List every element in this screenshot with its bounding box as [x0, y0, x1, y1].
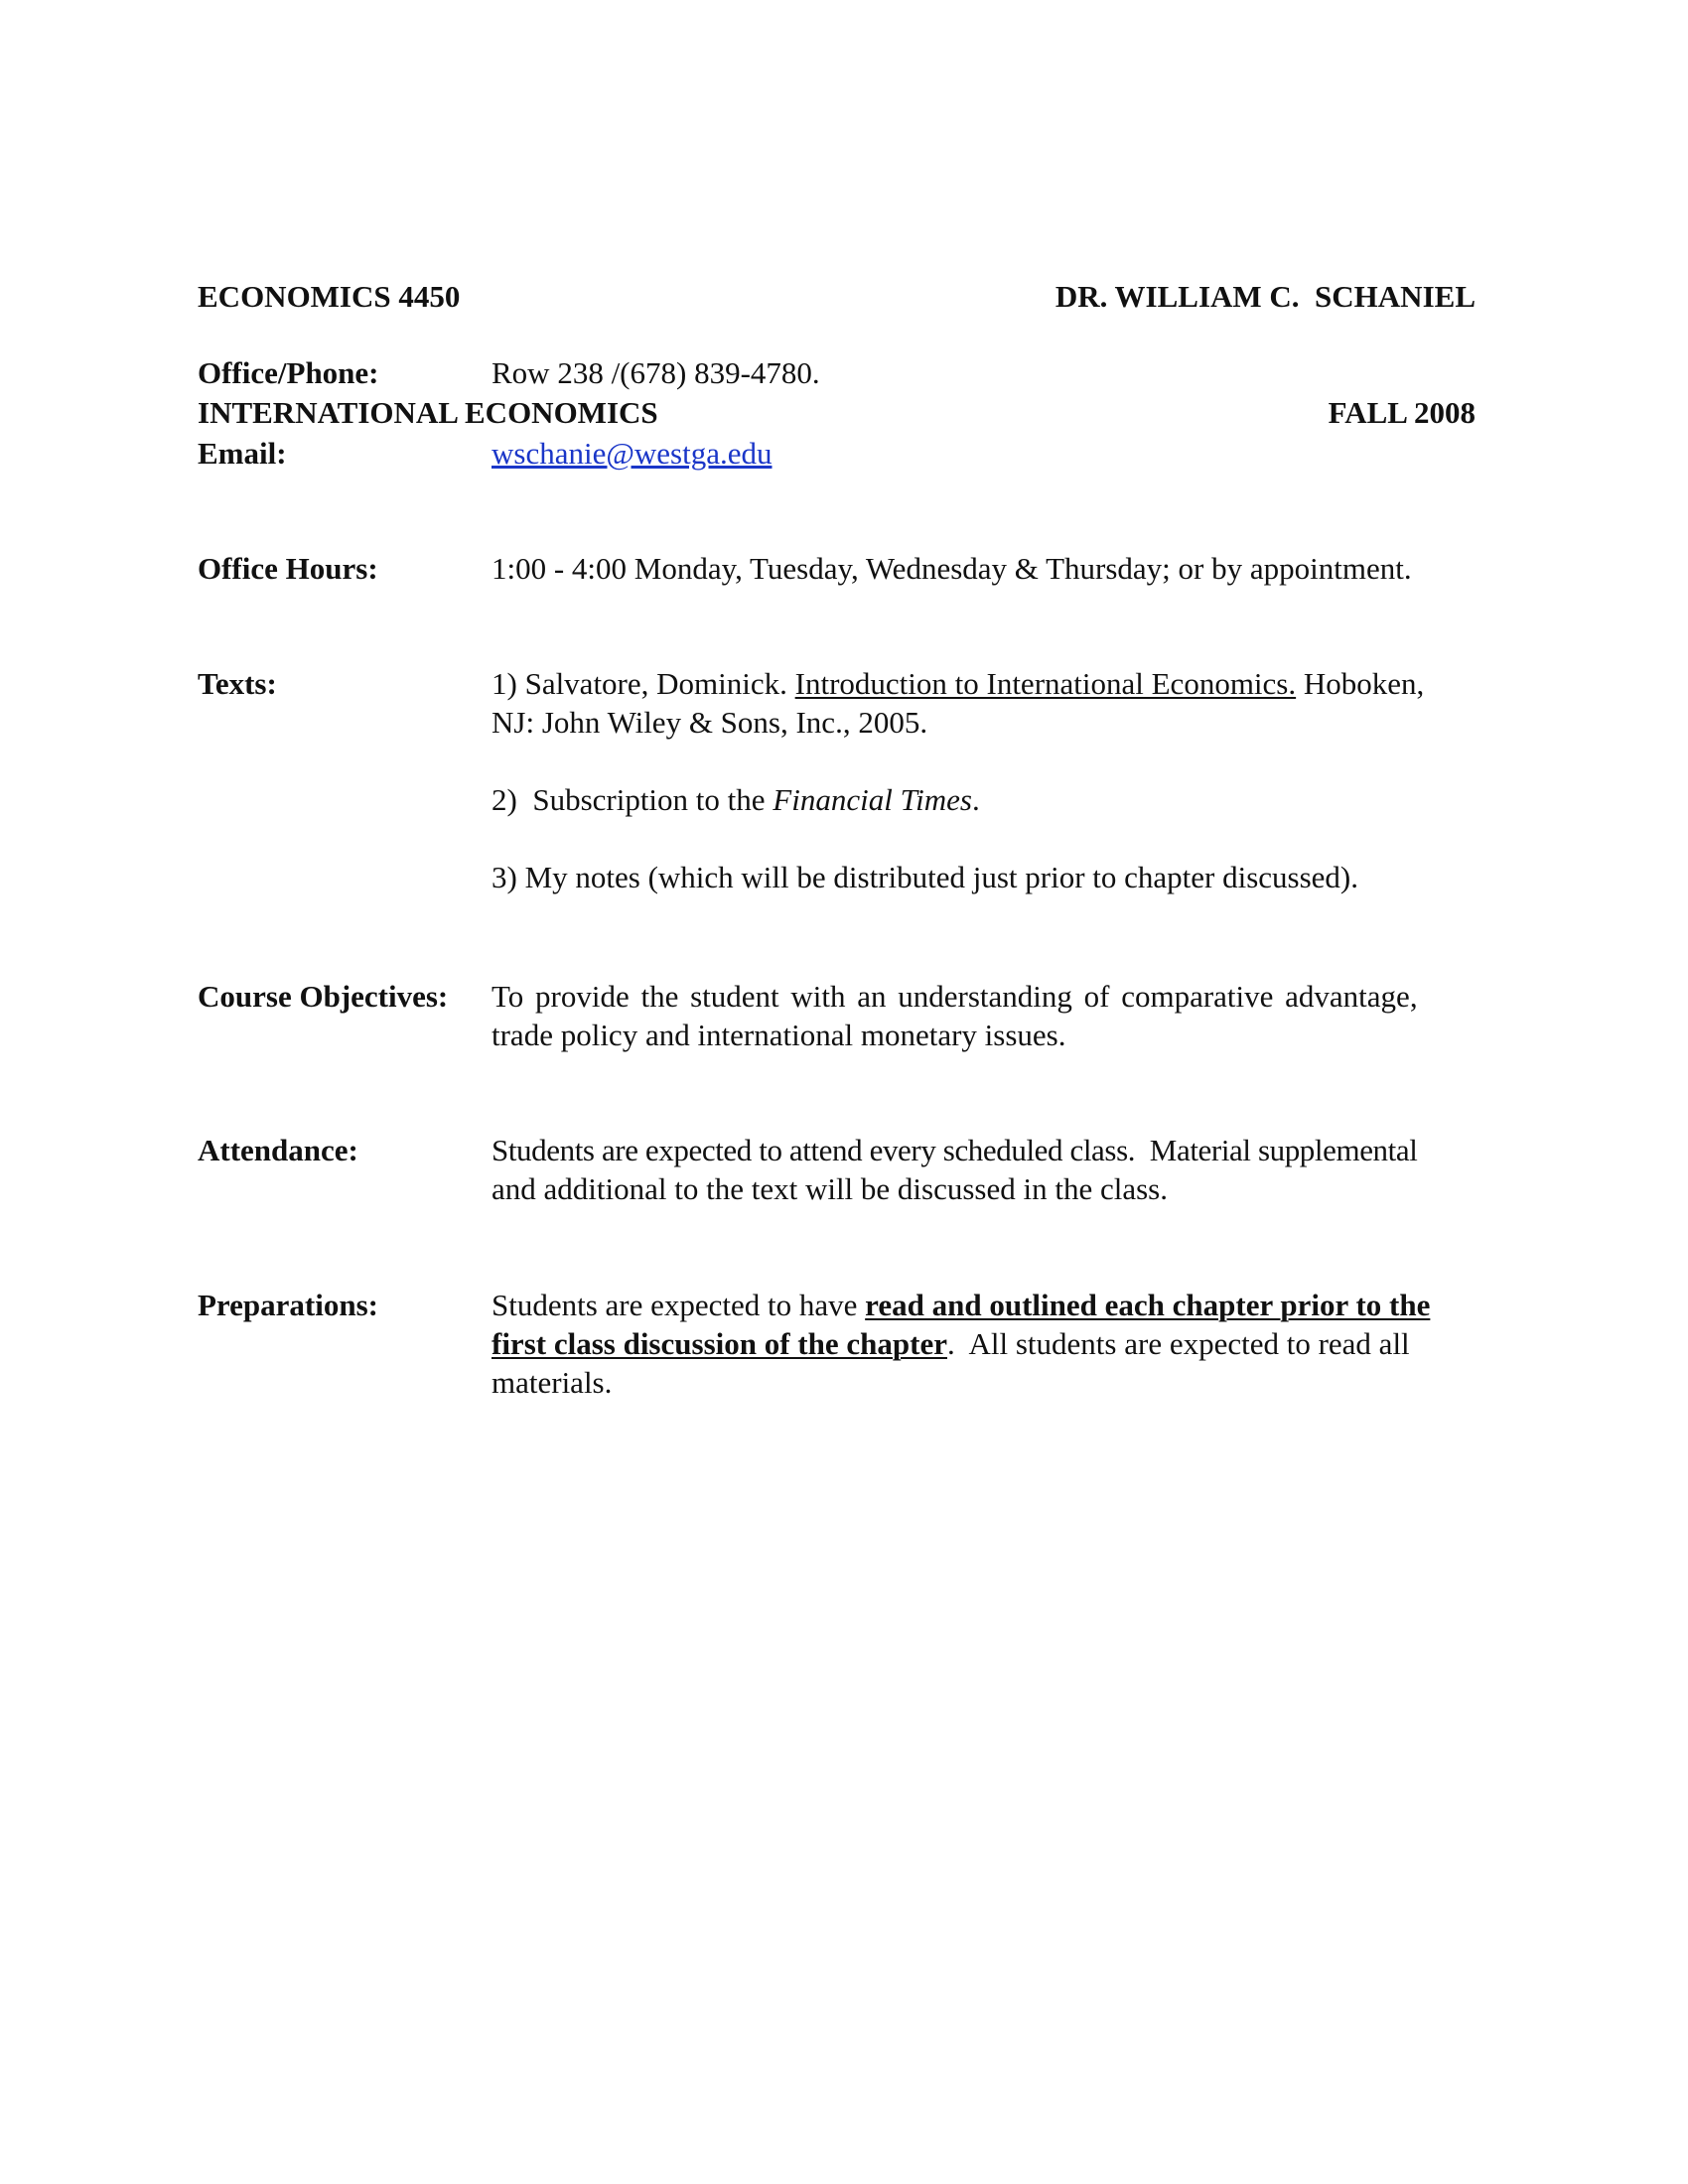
text-item-2 [492, 780, 980, 819]
attendance-line2: and additional to the text will be discussed in the class. [492, 1171, 1169, 1206]
office-hours-label: Office Hours: [198, 551, 378, 586]
instructor-name: DR. WILLIAM C. SCHANIEL [1055, 279, 1476, 314]
office-hours-value: 1:00 - 4:00 Monday, Tuesday, Wednesday & Thursday; or by appointment. [492, 551, 1412, 586]
course-title: INTERNATIONAL ECONOMICS [198, 395, 658, 430]
attendance-label: Attendance: [198, 1133, 358, 1167]
course-objectives-line2: trade policy and international monetary issues. [492, 1018, 1066, 1052]
text-item-2-suffix: . [971, 782, 980, 817]
text-item-3 [492, 858, 1358, 896]
text-item-1 [492, 664, 1476, 742]
texts-label: Texts: [198, 666, 277, 701]
attendance-line1: Students are expected to attend every scheduled class. Material supplemental [492, 1133, 1418, 1167]
preparations-suffix: . All students are expected to read all [946, 1326, 1410, 1361]
text-item-1-line2: NJ: John Wiley & Sons, Inc., 2005. [492, 705, 928, 740]
email-link[interactable]: wschanie@westga.edu [492, 436, 773, 471]
preparations-emphasis-2: first class discussion of the chapter [492, 1326, 947, 1361]
preparations-prefix: Students are expected to have [492, 1288, 866, 1322]
text-item-1-suffix: Hoboken, [1296, 666, 1425, 701]
text-item-2-italic: Financial Times [773, 782, 972, 817]
course-code: ECONOMICS 4450 [198, 279, 461, 314]
preparations-emphasis-1: read and outlined each chapter prior to the [865, 1288, 1431, 1322]
text-item-3-value: 3) My notes (which will be distributed just prior to chapter discussed). [492, 860, 1359, 894]
office-phone-value: Row 238 /(678) 839-4780. [492, 355, 820, 390]
email-label: Email: [198, 436, 287, 471]
course-objectives-label: Course Objectives: [198, 979, 449, 1014]
office-phone-label: Office/Phone: [198, 355, 379, 390]
course-objectives-line1: To provide the student with an understanding of comparative advantage, [492, 979, 1418, 1014]
preparations-label: Preparations: [198, 1288, 378, 1322]
text-item-1-title: Introduction to International Economics. [794, 666, 1297, 701]
text-item-1-prefix: 1) Salvatore, Dominick. [492, 666, 795, 701]
term: FALL 2008 [1328, 395, 1476, 430]
text-item-2-prefix: 2) Subscription to the [492, 782, 774, 817]
preparations-line3: materials. [492, 1365, 613, 1400]
